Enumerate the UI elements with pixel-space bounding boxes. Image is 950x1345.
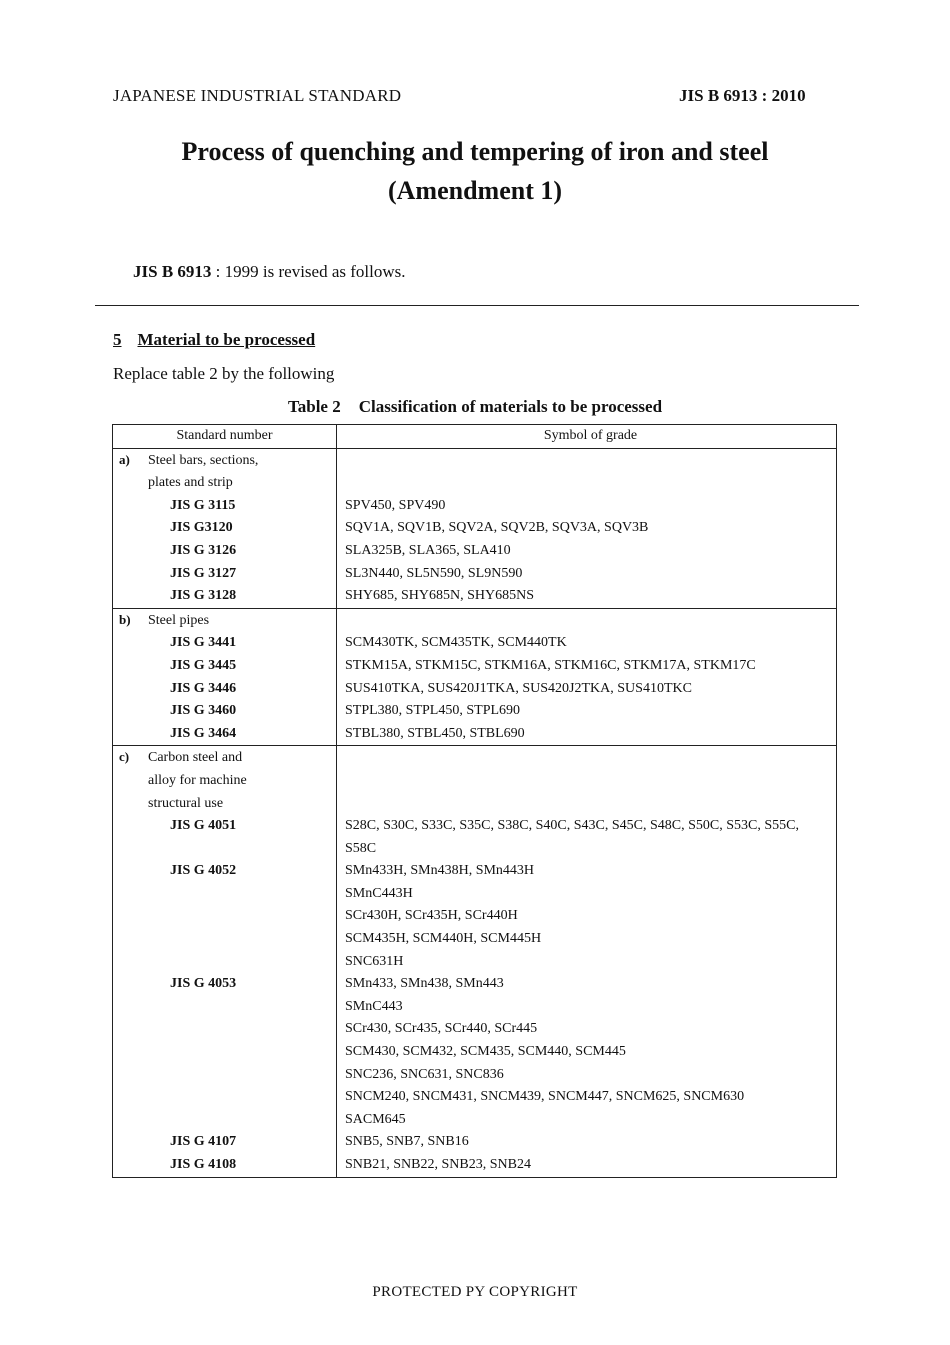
table-row	[113, 678, 837, 701]
table-row	[113, 608, 837, 632]
grade-symbols: SMnC443H	[345, 885, 413, 901]
standard-number: JIS G3120	[170, 520, 233, 536]
table-row	[113, 770, 837, 793]
standard-number: JIS G 4051	[170, 818, 237, 834]
group-category: Steel bars, sections,	[148, 452, 259, 468]
document-subtitle: (Amendment 1)	[387, 176, 563, 205]
grade-symbols: SCM430TK, SCM435TK, SCM440TK	[345, 635, 567, 651]
table-number: Table 2	[287, 397, 341, 416]
horizontal-rule	[95, 305, 859, 306]
copyright-footer: PROTECTED PY COPYRIGHT	[372, 1284, 578, 1300]
grade-symbols: SUS410TKA, SUS420J1TKA, SUS420J2TKA, SUS410TKC	[345, 680, 692, 696]
standard-number: JIS G 3126	[170, 542, 237, 558]
table-row	[113, 632, 837, 655]
table-row	[113, 951, 837, 974]
header-standard-code: JIS B 6913 : 2010	[679, 86, 806, 105]
table-row	[113, 793, 837, 816]
grade-symbols: STPL380, STPL450, STPL690	[345, 703, 521, 719]
grade-symbols: STKM15A, STKM15C, STKM16A, STKM16C, STKM17A, STKM17C	[345, 657, 756, 673]
table-row	[113, 928, 837, 951]
table-row	[113, 563, 837, 586]
table-row	[113, 746, 837, 770]
table-row	[113, 1018, 837, 1041]
table-row	[113, 472, 837, 495]
grade-symbols: SCM435H, SCM440H, SCM445H	[345, 931, 542, 947]
table-row	[113, 1041, 837, 1064]
grade-symbols: SCr430H, SCr435H, SCr440H	[345, 908, 518, 924]
table-header-row	[113, 425, 837, 449]
standard-number: JIS G 3115	[170, 497, 236, 513]
header-standard-name: JAPANESE INDUSTRIAL STANDARD	[113, 86, 402, 105]
standard-number: JIS G 3441	[170, 635, 237, 651]
grade-symbols: SCM430, SCM432, SCM435, SCM440, SCM445	[345, 1044, 626, 1060]
grade-symbols: SNC631H	[345, 953, 404, 969]
col-header-symbol: Symbol of grade	[337, 425, 837, 449]
table-row	[113, 585, 837, 608]
instruction-text: Replace table 2 by the following	[113, 364, 335, 383]
materials-table	[112, 424, 837, 1178]
standard-number: JIS G 3128	[170, 588, 237, 604]
section-number: 5	[113, 330, 122, 349]
table-row	[113, 973, 837, 996]
group-category: structural use	[113, 793, 337, 816]
grade-symbols: SMnC443	[345, 998, 403, 1014]
grade-symbols: SMn433, SMn438, SMn443	[345, 976, 504, 992]
grade-symbols: S58C	[345, 840, 377, 856]
table-row	[113, 495, 837, 518]
standard-number: JIS G 3445	[170, 657, 237, 673]
group-label-a: a)	[119, 451, 130, 467]
document-title: Process of quenching and tempering of iron and steel	[181, 137, 769, 166]
table-title: Classification of materials to be processed	[358, 397, 663, 416]
standard-number: JIS G 4108	[170, 1157, 237, 1172]
standard-number: JIS G 4053	[170, 976, 237, 992]
table-row	[113, 996, 837, 1019]
revision-statement	[133, 262, 406, 282]
standard-number: JIS G 3464	[170, 725, 237, 741]
standard-number: JIS G 3127	[170, 565, 237, 581]
grade-symbols: SNB5, SNB7, SNB16	[345, 1134, 469, 1150]
grade-symbols: SLA325B, SLA365, SLA410	[345, 542, 511, 558]
table-row	[113, 1086, 837, 1109]
grade-symbols: SNC236, SNC631, SNC836	[345, 1066, 504, 1082]
table-row	[113, 883, 837, 906]
grade-symbols: SMn433H, SMn438H, SMn443H	[345, 863, 535, 879]
table-row	[113, 700, 837, 723]
table-row	[113, 1131, 837, 1154]
table-row	[113, 448, 837, 472]
standard-number: JIS G 4107	[170, 1134, 237, 1150]
group-category: plates and strip	[113, 472, 337, 495]
table-row	[113, 1109, 837, 1132]
table-row	[113, 838, 837, 861]
table-row	[113, 860, 837, 883]
grade-symbols: SHY685, SHY685N, SHY685NS	[337, 585, 837, 608]
standard-number: JIS G 4052	[170, 863, 237, 879]
table-caption	[0, 397, 950, 417]
col-header-standard: Standard number	[113, 425, 337, 449]
grade-symbols: SL3N440, SL5N590, SL9N590	[345, 565, 523, 581]
group-category: alloy for machine	[113, 770, 337, 793]
table-row	[113, 655, 837, 678]
group-label-c: c)	[119, 749, 130, 765]
group-category: Steel pipes	[148, 612, 210, 628]
table-row	[113, 905, 837, 928]
group-category: Carbon steel and	[148, 750, 243, 766]
table-row	[113, 723, 837, 746]
revision-text: : 1999 is revised as follows.	[215, 262, 406, 281]
table-row	[113, 517, 837, 540]
grade-symbols: SPV450, SPV490	[345, 497, 446, 513]
section-title: Material to be processed	[137, 330, 316, 349]
table-row	[113, 540, 837, 563]
grade-symbols: SNCM240, SNCM431, SNCM439, SNCM447, SNCM625, SNCM630	[345, 1089, 745, 1105]
table-row	[113, 1154, 837, 1177]
standard-number: JIS G 3460	[170, 703, 237, 719]
grade-symbols: STBL380, STBL450, STBL690	[337, 723, 837, 746]
grade-symbols: SACM645	[345, 1111, 406, 1127]
table-row	[113, 1064, 837, 1087]
table-row	[113, 815, 837, 838]
grade-symbols: SCr430, SCr435, SCr440, SCr445	[345, 1021, 538, 1037]
grade-symbols: SNB21, SNB22, SNB23, SNB24	[345, 1157, 531, 1172]
revision-code: JIS B 6913	[133, 262, 212, 281]
grade-symbols: S28C, S30C, S33C, S35C, S38C, S40C, S43C, S45C, S48C, S50C, S53C, S55C,	[345, 818, 799, 834]
grade-symbols: SQV1A, SQV1B, SQV2A, SQV2B, SQV3A, SQV3B	[345, 520, 649, 536]
section-heading	[113, 330, 315, 350]
standard-number: JIS G 3446	[170, 680, 237, 696]
group-label-b: b)	[119, 611, 131, 627]
